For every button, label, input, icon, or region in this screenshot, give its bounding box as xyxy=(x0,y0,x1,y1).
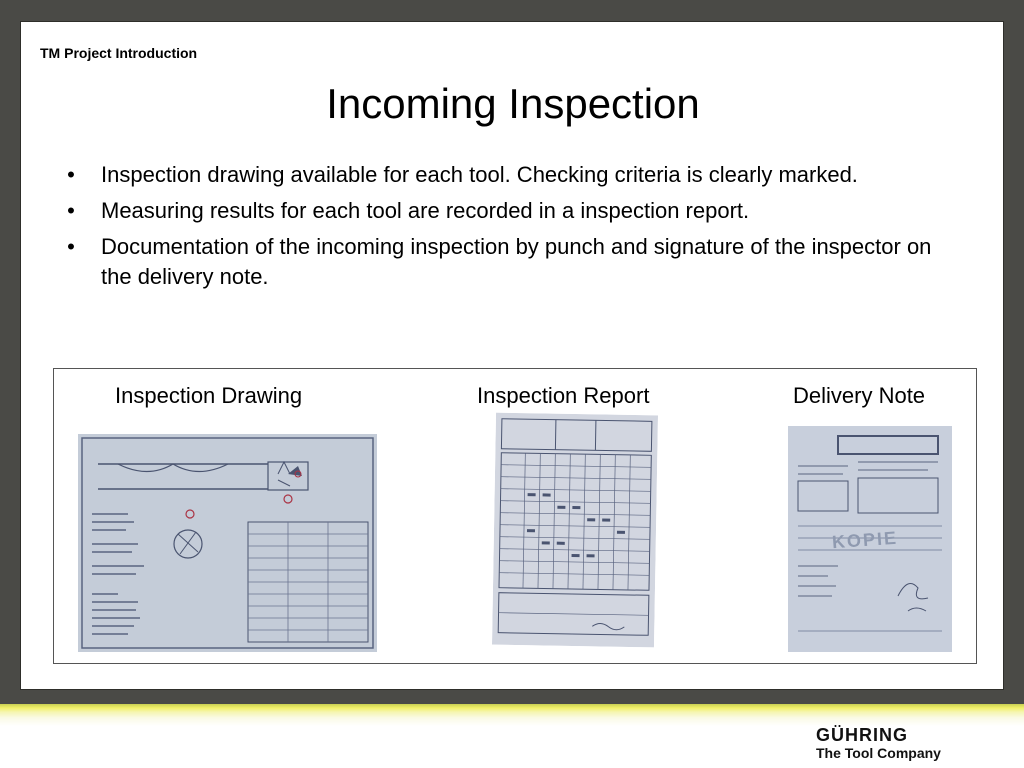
bullet-text: Documentation of the incoming inspection by punch and signature of the inspector on the delivery note. xyxy=(101,234,932,289)
caption-inspection-drawing: Inspection Drawing xyxy=(115,383,303,408)
header-label: TM Project Introduction xyxy=(40,45,198,61)
kopie-stamp: KOPIE xyxy=(831,527,899,553)
bullet-item xyxy=(61,160,941,190)
caption-delivery-note: Delivery Note xyxy=(793,383,926,408)
guhring-logo xyxy=(816,725,956,763)
caption-inspection-report: Inspection Report xyxy=(477,383,650,408)
logo-tagline: The Tool Company xyxy=(816,745,941,761)
bullet-text: Measuring results for each tool are recorded in a inspection report. xyxy=(101,198,750,223)
inspection-report-image xyxy=(492,413,658,648)
slide xyxy=(20,21,1004,690)
bullet-item xyxy=(61,196,941,226)
slide-title: Incoming Inspection xyxy=(326,80,700,127)
inspection-drawing-image xyxy=(78,434,377,652)
logo-wordmark: GÜHRING xyxy=(816,725,908,745)
bullet-symbol: • xyxy=(67,162,75,187)
bullet-list xyxy=(61,160,941,298)
image-frame xyxy=(53,368,977,664)
delivery-note-image xyxy=(788,426,952,652)
bullet-text: Inspection drawing available for each tool. Checking criteria is clearly marked. xyxy=(101,162,858,187)
bullet-symbol: • xyxy=(67,234,75,259)
bullet-symbol: • xyxy=(67,198,75,223)
bullet-item xyxy=(61,232,941,292)
